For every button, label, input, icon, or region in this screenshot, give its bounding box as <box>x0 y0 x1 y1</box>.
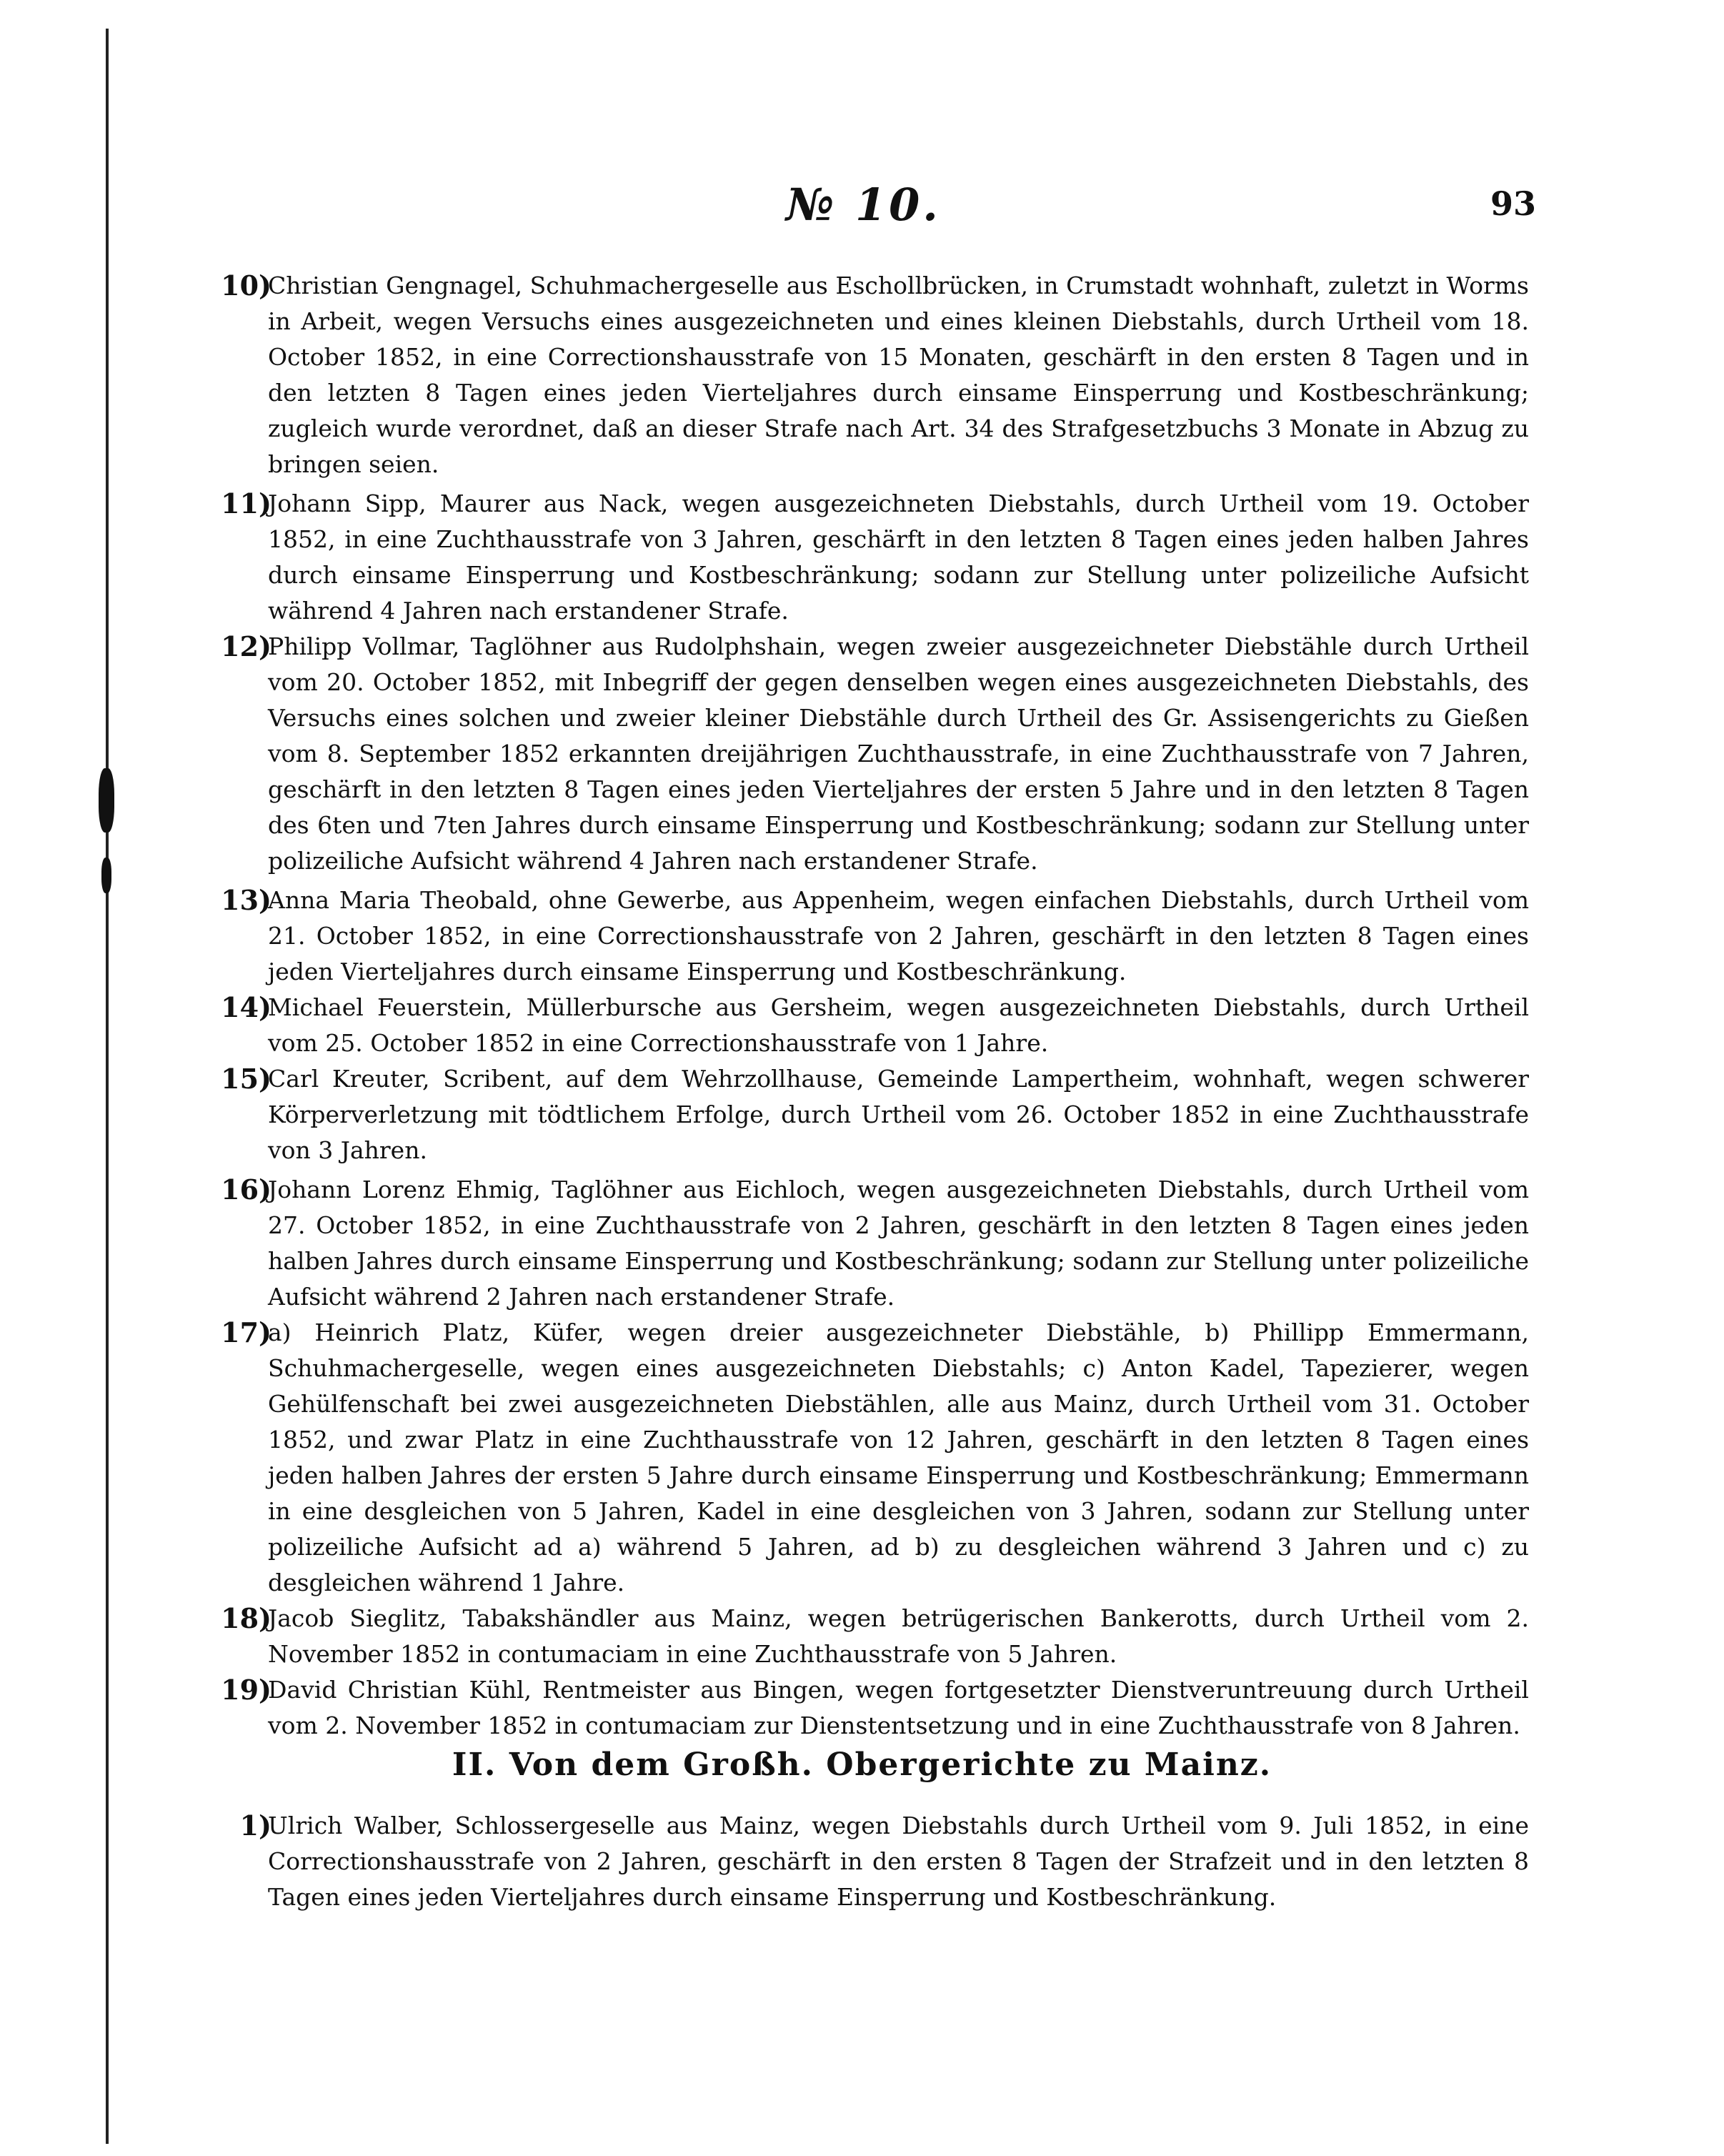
entry-text: Carl Kreuter, Scribent, auf dem Wehrzollhause, Gemeinde Lampertheim, wohnhaft, wegen schwerer Körperverletzung mit tödtlichem Erfolge, durch Urtheil vom 26. October 1852 in eine Zuchthausstrafe von 3 Jahren. <box>268 1065 1529 1164</box>
entry-number: 15) <box>221 1063 271 1095</box>
entry-number: 12) <box>221 630 271 662</box>
entry-number: 14) <box>221 991 271 1023</box>
entry-text: Philipp Vollmar, Taglöhner aus Rudolphshain, wegen zweier ausgezeichneter Diebstähle durch Urtheil vom 20. October 1852, mit Inbegriff der gegen denselben wegen eines ausgezeichneten Diebstahls, des Versuchs eines solchen und zweier kleiner Diebstähle durch Urtheil des Gr. Assisengerichts zu Gießen vom 8. September 1852 erkannten dreijährigen Zuchthausstrafe, in eine Zuchthausstrafe von 7 Jahren, geschärft in den letzten 8 Tagen eines jeden Vierteljahres der ersten 5 Jahre und in den letzten 8 Tagen des 6ten und 7ten Jahres durch einsame Einsperrung und Kostbeschränkung; sodann zur Stellung unter polizeiliche Aufsicht während 4 Jahren nach erstandener Strafe. <box>268 632 1529 875</box>
entry-number: 1) <box>239 1809 271 1842</box>
entry-number: 17) <box>221 1316 271 1348</box>
entry-text: a) Heinrich Platz, Küfer, wegen dreier ausgezeichneter Diebstähle, b) Phillipp Emmermann, Schuhmachergeselle, wegen eines ausgezeichneten Diebstahls; c) Anton Kadel, Tapezierer, wegen Gehülfenschaft bei zwei ausgezeichneten Diebstählen, alle aus Mainz, durch Urtheil vom 31. October 1852, und zwar Platz in eine Zuchthausstrafe von 12 Jahren, geschärft in den letzten 8 Tagen eines jeden halben Jahres der ersten 5 Jahre durch einsame Einsperrung und Kostbeschränkung; Emmermann in eine desgleichen von 5 Jahren, Kadel in eine desgleichen von 3 Jahren, sodann zur Stellung unter polizeiliche Aufsicht ad a) während 5 Jahren, ad b) zu desgleichen während 3 Jahren und c) zu desgleichen während 1 Jahre. <box>268 1318 1529 1596</box>
entry-number: 18) <box>221 1602 271 1634</box>
entry-text: Christian Gengnagel, Schuhmachergeselle aus Eschollbrücken, in Crumstadt wohnhaft, zuletzt in Worms in Arbeit, wegen Versuchs eines ausgezeichneten und eines kleinen Diebstahls, durch Urtheil vom 18. October 1852, in eine Correctionshausstrafe von 15 Monaten, geschärft in den ersten 8 Tagen und in den letzten 8 Tagen eines jeden Vierteljahres durch einsame Einsperrung und Kostbeschränkung; zugleich wurde verordnet, daß an dieser Strafe nach Art. 34 des Strafgesetzbuchs 3 Monate in Abzug zu bringen seien. <box>268 272 1529 478</box>
entry-number: 19) <box>221 1674 271 1706</box>
issue-number: № 10. <box>786 179 941 231</box>
entry-number: 13) <box>221 884 271 916</box>
entry-text: Johann Lorenz Ehmig, Taglöhner aus Eichloch, wegen ausgezeichneten Diebstahls, durch Urtheil vom 27. October 1852, in eine Zuchthausstrafe von 2 Jahren, geschärft in den letzten 8 Tagen eines jeden halben Jahres durch einsame Einsperrung und Kostbeschränkung; sodann zur Stellung unter polizeiliche Aufsicht während 2 Jahren nach erstandener Strafe. <box>268 1176 1529 1311</box>
entry-text: Johann Sipp, Maurer aus Nack, wegen ausgezeichneten Diebstahls, durch Urtheil vom 19. October 1852, in eine Zuchthausstrafe von 3 Jahren, geschärft in den letzten 8 Tagen eines jeden halben Jahres durch einsame Einsperrung und Kostbeschränkung; sodann zur Stellung unter polizeiliche Aufsicht während 4 Jahren nach erstandener Strafe. <box>268 490 1529 625</box>
entry-number: 11) <box>221 487 271 520</box>
entry-number: 16) <box>221 1173 271 1206</box>
entry-text: Michael Feuerstein, Müllerbursche aus Gersheim, wegen ausgezeichneten Diebstahls, durch Urtheil vom 25. October 1852 in eine Correctionshausstrafe von 1 Jahre. <box>268 993 1529 1057</box>
section-heading: II. Von dem Großh. Obergerichte zu Mainz. <box>452 1747 1272 1783</box>
page-number: 93 <box>1490 184 1536 223</box>
entry-number: 10) <box>221 269 271 302</box>
entry-text: Anna Maria Theobald, ohne Gewerbe, aus Appenheim, wegen einfachen Diebstahls, durch Urtheil vom 21. October 1852, in eine Correctionshausstrafe von 2 Jahren, geschärft in den letzten 8 Tagen eines jeden Vierteljahres durch einsame Einsperrung und Kostbeschränkung. <box>268 886 1529 985</box>
entry-text: Jacob Sieglitz, Tabakshändler aus Mainz, wegen betrügerischen Bankerotts, durch Urtheil vom 2. November 1852 in contumaciam in eine Zuchthausstrafe von 5 Jahren. <box>268 1604 1529 1668</box>
entry-text: Ulrich Walber, Schlossergeselle aus Mainz, wegen Diebstahls durch Urtheil vom 9. Juli 1852, in eine Correctionshausstrafe von 2 Jahren, geschärft in den ersten 8 Tagen der Strafzeit und in den letzten 8 Tagen eines jeden Vierteljahres durch einsame Einsperrung und Kostbeschränkung. <box>268 1812 1529 1911</box>
entry-text: David Christian Kühl, Rentmeister aus Bingen, wegen fortgesetzter Dienstveruntreuung durch Urtheil vom 2. November 1852 in contumaciam zur Dienstentsetzung und in eine Zuchthausstrafe von 8 Jahren. <box>268 1676 1529 1739</box>
